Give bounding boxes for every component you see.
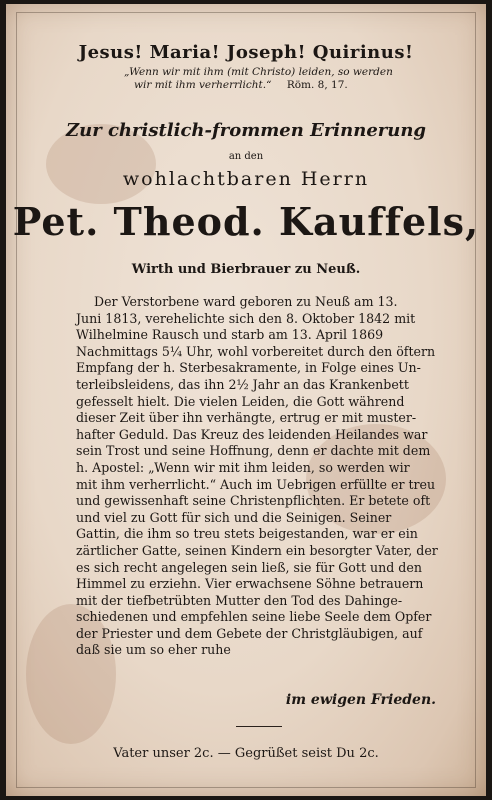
occupation-line: Wirth und Bierbrauer zu Neuß. <box>131 262 361 277</box>
biography-line: h. Apostel: „Wenn wir mit ihm leiden, so werden wir <box>76 459 410 475</box>
invocation-heading: Jesus! Maria! Joseph! Quirinus! <box>78 42 414 63</box>
biography-line: Himmel zu erziehn. Vier erwachsene Söhne betrauern <box>76 576 424 592</box>
biography-text <box>76 294 462 659</box>
prayer-line: Vater unser 2c. — Gegrüßet seist Du 2c. <box>113 746 379 761</box>
biography-line: und viel zu Gott für sich und die Seinigen. Seiner <box>76 509 392 525</box>
biography-line: und gewissenhaft seine Christenpflichten. Er betete oft <box>76 493 431 509</box>
biography-line: Gattin, die ihm so treu stets beigestanden, war er ein <box>76 526 418 542</box>
biography-line: terleibsleidens, das ihn 2½ Jahr an das Krankenbett <box>76 376 409 392</box>
an-den-text: an den <box>228 151 264 162</box>
divider-rule <box>236 726 282 727</box>
memorial-card <box>6 4 486 796</box>
biography-line: Der Verstorbene ward geboren zu Neuß am 13. <box>94 294 398 309</box>
quote-line <box>124 79 444 92</box>
biography-line: der Priester und dem Gebete der Christgläubigen, auf <box>76 625 423 641</box>
memorial-heading: Zur christlich-frommen Erinnerung <box>65 120 427 141</box>
biography-line: sein Trost und seine Hoffnung, denn er dachte mit dem <box>76 443 431 459</box>
honorific-title: wohlachtbaren Herrn <box>122 168 370 190</box>
biography-line: Empfang der h. Sterbesakramente, in Folge eines Un- <box>76 360 421 376</box>
biography-line: Nachmittags 5¼ Uhr, wohl vorbereitet durch den öftern <box>76 343 436 359</box>
biography-line: hafter Geduld. Das Kreuz des leidenden Heilandes war <box>76 426 428 442</box>
biography-line: mit der tiefbetrübten Mutter den Tod des Dahinge- <box>76 592 403 608</box>
biography-line: Wilhelmine Rausch und starb am 13. April 1869 <box>76 327 384 343</box>
biography-line: Juni 1813, verehelichte sich den 8. Oktober 1842 mit <box>76 310 416 326</box>
scripture-quote <box>124 66 444 92</box>
deceased-name: Pet. Theod. Kauffels, <box>12 199 480 244</box>
biography-line: daß sie um so eher ruhe <box>76 642 231 658</box>
biography-line: schiedenen und empfehlen seine liebe Seele dem Opfer <box>76 609 432 625</box>
closing-phrase: im ewigen Frieden. <box>285 692 436 708</box>
quote-reference: Röm. 8, 17. <box>286 79 348 91</box>
biography-line: dieser Zeit über ihn verhängte, ertrug er mit muster- <box>76 410 417 426</box>
quote-line: „Wenn wir mit ihm (mit Christo) leiden, so werden <box>124 66 393 78</box>
quote-line-text: wir mit ihm verherrlicht.“ <box>134 79 272 91</box>
biography-line: gefesselt hielt. Die vielen Leiden, die Gott während <box>76 393 405 409</box>
biography-line: mit ihm verherrlicht.“ Auch im Uebrigen erfüllte er treu <box>76 476 436 492</box>
biography-line: zärtlicher Gatte, seinen Kindern ein besorgter Vater, der <box>76 542 438 558</box>
biography-line: es sich recht angelegen sein ließ, sie für Gott und den <box>76 559 422 575</box>
